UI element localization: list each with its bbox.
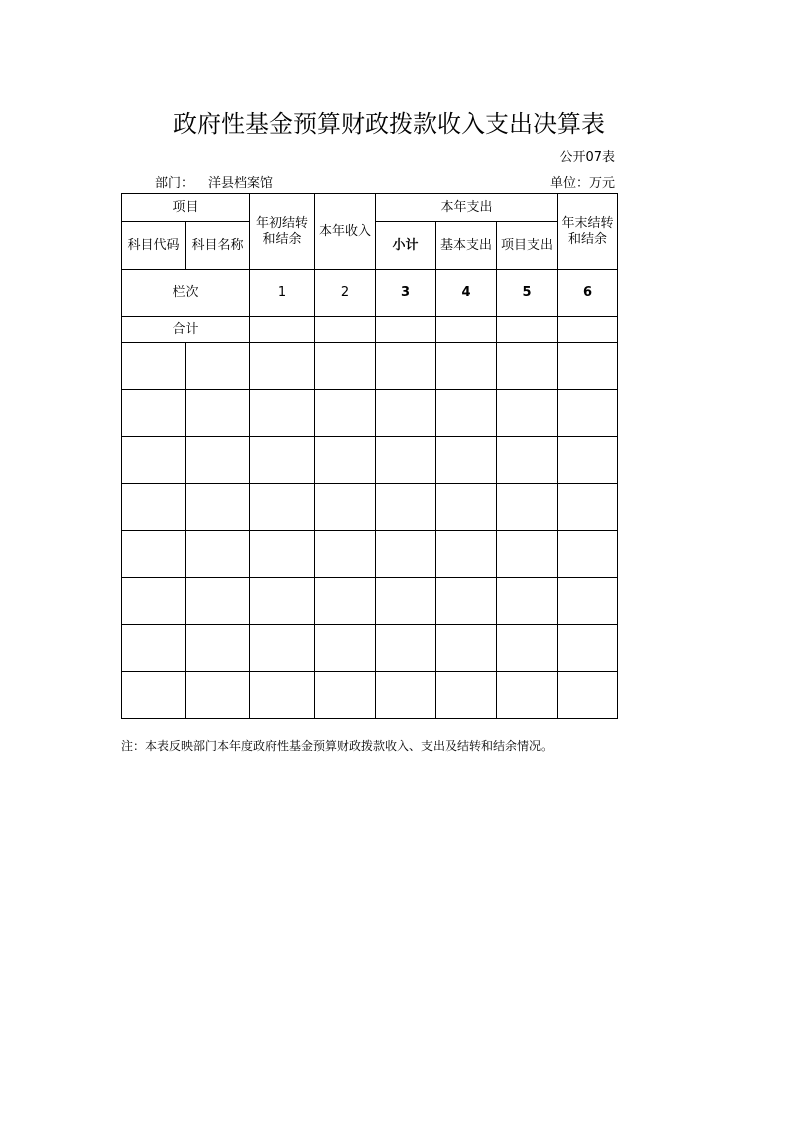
table-cell [558, 625, 618, 672]
column-number-label: 栏次 [122, 270, 250, 317]
table-cell [436, 672, 497, 719]
table-cell [186, 390, 250, 437]
footnote: 注：本表反映部门本年度政府性基金预算财政拨款收入、支出及结转和结余情况。 [121, 739, 554, 753]
header-income: 本年收入 [315, 194, 376, 270]
table-cell [497, 343, 558, 390]
table-row [122, 484, 618, 531]
table-cell [315, 531, 376, 578]
table-cell [436, 437, 497, 484]
header-end-balance: 年末结转和结余 [558, 194, 618, 270]
table-cell [376, 317, 436, 343]
table-cell [250, 390, 315, 437]
header-project-expense: 项目支出 [497, 222, 558, 270]
column-number: 3 [376, 270, 436, 317]
table-cell [250, 578, 315, 625]
header-subtotal: 小计 [376, 222, 436, 270]
table-cell [250, 343, 315, 390]
table-cell [186, 531, 250, 578]
table-cell [376, 531, 436, 578]
table-cell [315, 672, 376, 719]
table-cell [315, 625, 376, 672]
table-cell [558, 437, 618, 484]
total-row [122, 317, 618, 343]
table-cell [376, 437, 436, 484]
table-cell [497, 578, 558, 625]
table-cell [186, 625, 250, 672]
table-cell [497, 625, 558, 672]
table-cell [315, 484, 376, 531]
table-cell [436, 317, 497, 343]
table-cell [376, 343, 436, 390]
table-cell [186, 672, 250, 719]
table-cell [497, 672, 558, 719]
table-cell [558, 343, 618, 390]
column-number: 1 [250, 270, 315, 317]
header-item: 项目 [122, 194, 250, 222]
unit-label: 单位：万元 [549, 176, 615, 191]
header-row-1 [122, 194, 618, 222]
table-cell [122, 390, 186, 437]
table-cell [122, 484, 186, 531]
table-cell [497, 317, 558, 343]
table-cell [250, 625, 315, 672]
table-cell [250, 484, 315, 531]
table-cell [186, 343, 250, 390]
table-cell [376, 578, 436, 625]
total-label: 合计 [122, 317, 250, 343]
table-cell [497, 390, 558, 437]
table-row [122, 625, 618, 672]
column-number: 2 [315, 270, 376, 317]
table-row [122, 531, 618, 578]
column-number: 4 [436, 270, 497, 317]
table-cell [250, 672, 315, 719]
column-number: 6 [558, 270, 618, 317]
form-number: 公开07表 [559, 150, 615, 165]
header-begin-balance: 年初结转和结余 [250, 194, 315, 270]
header-subject-name: 科目名称 [186, 222, 250, 270]
table-cell [558, 484, 618, 531]
table-cell [376, 672, 436, 719]
header-subject-code: 科目代码 [122, 222, 186, 270]
table-row [122, 343, 618, 390]
table-cell [497, 484, 558, 531]
table-cell [436, 390, 497, 437]
table-row [122, 578, 618, 625]
table-cell [558, 531, 618, 578]
budget-table [121, 193, 618, 719]
table-cell [497, 531, 558, 578]
table-cell [558, 390, 618, 437]
department-label: 部门： [155, 176, 195, 191]
table-cell [122, 578, 186, 625]
table-cell [376, 390, 436, 437]
table-cell [376, 484, 436, 531]
table-cell [315, 317, 376, 343]
table-cell [558, 317, 618, 343]
table-cell [558, 672, 618, 719]
table-cell [436, 484, 497, 531]
table-cell [122, 343, 186, 390]
table-cell [250, 531, 315, 578]
table-cell [122, 625, 186, 672]
table-cell [558, 578, 618, 625]
table-cell [376, 625, 436, 672]
table-cell [250, 317, 315, 343]
header-basic-expense: 基本支出 [436, 222, 497, 270]
table-cell [122, 531, 186, 578]
table-cell [315, 437, 376, 484]
table-cell [497, 437, 558, 484]
table-cell [436, 531, 497, 578]
header-expense: 本年支出 [376, 194, 558, 222]
table-cell [315, 578, 376, 625]
table-cell [186, 578, 250, 625]
table-cell [122, 437, 186, 484]
table-cell [315, 390, 376, 437]
table-cell [122, 672, 186, 719]
department-value: 洋县档案馆 [208, 176, 274, 191]
column-number-row [122, 270, 618, 317]
column-number: 5 [497, 270, 558, 317]
table-row [122, 437, 618, 484]
table-row [122, 390, 618, 437]
table-cell [436, 343, 497, 390]
table-cell [436, 625, 497, 672]
page-title: 政府性基金预算财政拨款收入支出决算表 [173, 110, 605, 138]
table-cell [315, 343, 376, 390]
table-row [122, 672, 618, 719]
department-line [155, 172, 273, 191]
table-cell [186, 437, 250, 484]
table-cell [436, 578, 497, 625]
table-cell [186, 484, 250, 531]
table-cell [250, 437, 315, 484]
